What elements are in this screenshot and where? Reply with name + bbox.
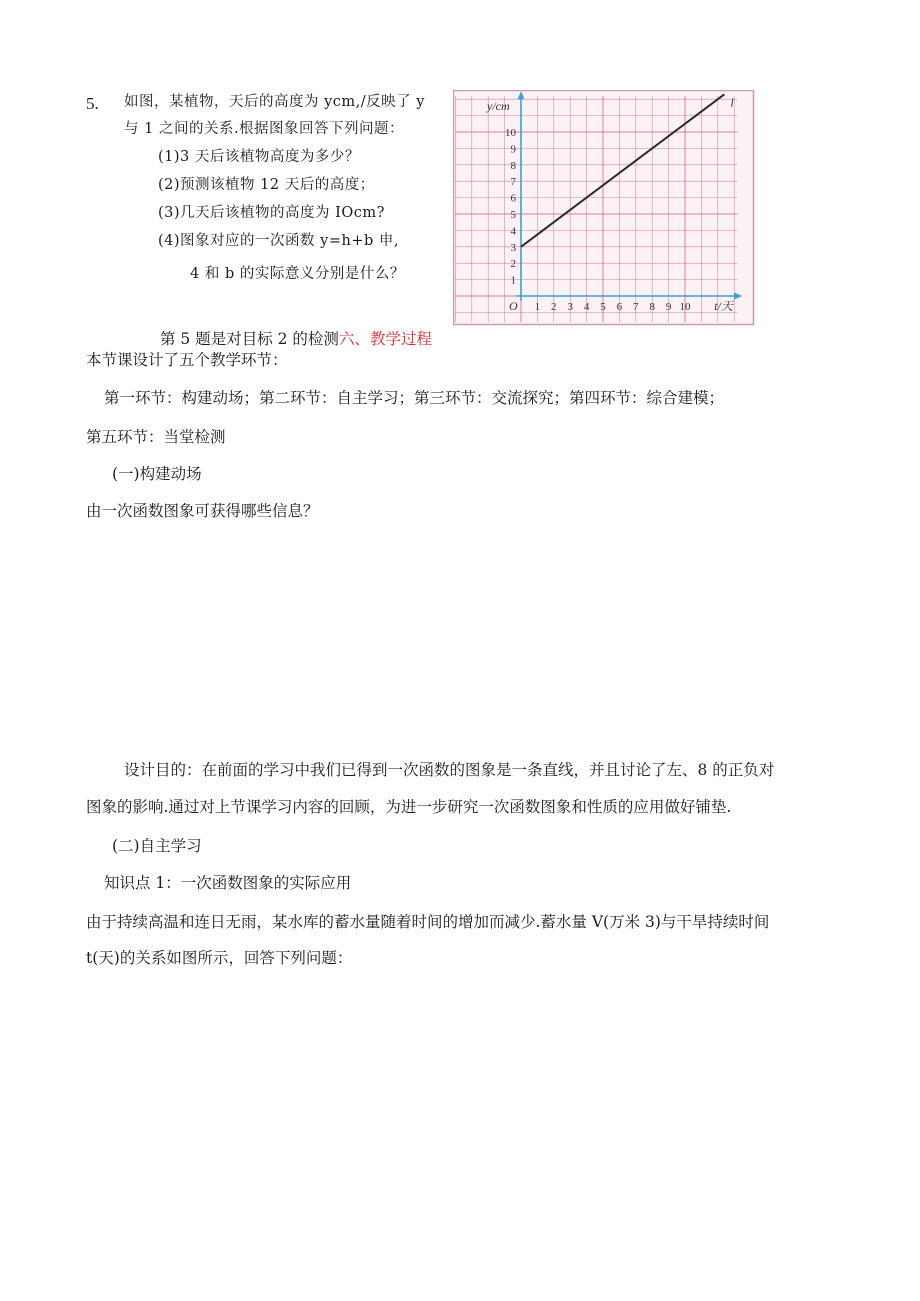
sub-question-2: (2)预测该植物 12 天后的高度；: [158, 177, 375, 193]
sub-question-4-cont: 4 和 b 的实际意义分别是什么？: [190, 266, 405, 282]
section-heading-1: (一)构建动场: [112, 465, 202, 483]
problem-intro-line-1: 如图，某植物，天后的高度为 ycm,/反映了 y: [124, 94, 425, 110]
design-purpose-line-1: 设计目的：在前面的学习中我们已得到一次函数的图象是一条直线，并且讨论了左、8 的正负对: [124, 761, 775, 779]
y-tick-label: 2: [510, 258, 516, 271]
y-tick-label: 1: [510, 274, 516, 287]
note-text: 第 5 题是对目标 2 的检测: [160, 330, 339, 348]
y-tick-label: 7: [510, 176, 516, 189]
phases-list: 第一环节：构建动场；第二环节：自主学习；第三环节：交流探究；第四环节：综合建模；: [104, 389, 725, 407]
problem-number: 5.: [86, 94, 99, 113]
intro-sentence: 本节课设计了五个教学环节：: [86, 351, 288, 369]
origin-label: O: [509, 299, 518, 313]
y-tick-label: 4: [510, 225, 516, 238]
x-tick-label: 3: [567, 301, 573, 313]
y-tick-label: 5: [510, 209, 516, 221]
x-tick-label: 8: [649, 301, 655, 313]
sub-question-1: (1)3 天后该植物高度为多少？: [158, 149, 360, 165]
phase-five: 第五环节：当堂检测: [86, 428, 226, 446]
height-line-chart: [453, 90, 755, 326]
x-tick-label: 4: [583, 301, 590, 313]
y-tick-label: 3: [510, 241, 516, 254]
x-tick-label: 9: [665, 301, 672, 313]
y-tick-label: 9: [510, 143, 516, 156]
y-tick-label: 6: [510, 192, 516, 205]
question-text: 由一次函数图象可获得哪些信息？: [86, 502, 319, 520]
sub-question-4: (4)图象对应的一次函数 y=h+b 申,: [158, 233, 399, 249]
line-label: l: [730, 95, 734, 110]
reservoir-problem-line-1: 由于持续高温和连日无雨，某水库的蓄水量随着时间的增加而减少.蓄水量 V(万米 3)与干旱持续时间: [86, 913, 770, 931]
x-tick-label: 5: [600, 301, 606, 313]
x-tick-label: 10: [679, 301, 691, 313]
y-tick-label: 8: [510, 159, 516, 172]
section-heading-2: (二)自主学习: [112, 837, 202, 855]
x-tick-label: 7: [633, 301, 639, 313]
reservoir-problem-line-2: t(天)的关系如图所示，回答下列问题：: [86, 949, 353, 967]
y-tick-label: 10: [505, 127, 516, 139]
sub-question-3: (3)几天后该植物的高度为 IOcm?: [158, 205, 385, 221]
x-axis-label: t/天: [714, 299, 733, 313]
x-tick-label: 1: [534, 301, 541, 313]
design-purpose-line-2: 图象的影响.通过对上节课学习内容的回顾，为进一步研究一次函数图象和性质的应用做好铺垫.: [86, 798, 732, 816]
section-heading-teaching-process: 六、教学过程: [338, 330, 432, 348]
knowledge-point-1: 知识点 1：一次函数图象的实际应用: [104, 874, 352, 892]
y-axis-label: y/cm: [487, 99, 510, 114]
x-tick-label: 6: [616, 301, 623, 313]
note-line: [160, 327, 432, 349]
problem-intro-line-2: 与 1 之间的关系.根据图象回答下列问题：: [124, 121, 405, 137]
x-tick-label: 2: [551, 301, 557, 313]
